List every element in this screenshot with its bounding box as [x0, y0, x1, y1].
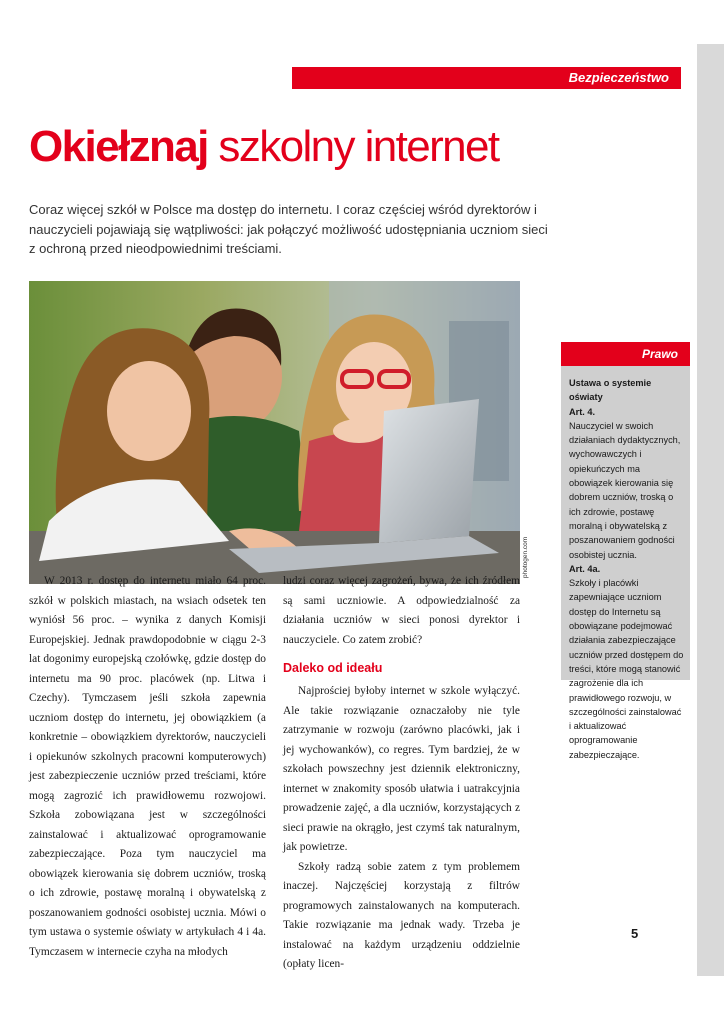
sidebar-heading: Ustawa o systemie oświaty: [569, 378, 652, 403]
section-subheading: Daleko od ideału: [283, 661, 383, 675]
page-number: 5: [631, 926, 639, 941]
sidebar-article-4a-label: Art. 4a.: [569, 563, 601, 574]
sidebar-article-4-text: Nauczyciel w swoich działaniach dydaktycznych, wychowawczych i opiekuńczych ma obowiązek kierowania się dobrem uczniów, troską o ich zdrowie, postawę moralną i obywatelską z poszanowaniem godności osobistej ucznia.: [569, 420, 681, 560]
body-column-1: [29, 572, 266, 962]
children-laptop-photo: [29, 281, 520, 584]
body-paragraph: Najprościej byłoby internet w szkole wyłączyć. Ale takie rozwiązanie oznaczałoby nie tyle zatrzymanie w rozwoju (zarówno placówki, jak i jej wychowanków), co regres. Tym bardziej, że w szkołach powszechny jest dziennik elektroniczny, internet w znakomity sposób ułatwia i uatrakcyjnia prowadzenie zajęć, a dla uczniów, korzystających z sieci prawie na okrągło, jest czymś tak naturalnym, jak powietrze.: [283, 685, 520, 853]
body-paragraph: ludzi coraz więcej zagrożeń, bywa, że ich źródłem są sami uczniowie. A odpowiedzialność za działania uczniów w sieci ponosi dyrektor i nauczyciele. Co zatem zrobić?: [283, 575, 520, 646]
body-paragraph: W 2013 r. dostęp do internetu miało 64 proc. szkół w polskich miastach, na wsiach odsetek ten wyniósł 56 proc. – wynika z danych Komisji Europejskiej. Jednak prawdopodobnie w ciągu 2-3 lat dogonimy europejską czołówkę, gdzie dostęp do internetu ma 90 proc. placówek (np. Litwa i Czechy). Tymczasem jeśli szkoła zapewnia uczniom dostęp do internetu, jej obowiązkiem (a konkretnie – obowiązkiem dyrektorów, nauczycieli i opiekunów szkolnych pracowni komputerowych) jest zabezpieczenie uczniów przed treściami, które mogą zagrozić ich prawidłowemu rozwojowi. Szkoła zobowiązana jest w szczególności zainstalować i aktualizować oprogramowanie zabezpieczające. Poza tym nauczyciel ma obowiązek kierowania się dobrem uczniów, troską o ich zdrowie, postawę moralną i obywatelską z poszanowaniem godności osobistej ucznia. Mówi o tym ustawa o systemie oświaty w artykułach 4 i 4a. Tymczasem w internecie czyha na młodych: [29, 575, 266, 958]
headline-light: szkolny internet: [218, 122, 499, 171]
body-paragraph: Szkoły radzą sobie zatem z tym problemem inaczej. Najczęściej korzystają z filtrów programowych zainstalowanych na komputerach. Takie rozwiązanie ma jednak wady. Trzeba je instalować na każdym urządzeniu oddzielnie (opłaty licen-: [283, 860, 520, 970]
body-column-2: [283, 572, 520, 975]
section-label: Bezpieczeństwo: [292, 67, 681, 89]
photo-credit: photogen.com: [522, 536, 529, 578]
page-edge-strip: [697, 44, 724, 976]
sidebar-tab: Prawo: [561, 342, 690, 366]
law-sidebar: [561, 342, 690, 760]
headline-bold: Okiełznaj: [29, 122, 208, 171]
sidebar-body: [561, 366, 690, 762]
sidebar-article-4a-text: Szkoły i placówki zapewniające uczniom dostęp do Internetu są obowiązane podejmować działania zabezpieczające uczniów przed dostępem do treści, które mogą stanowić zagrożenie dla ich prawidłowego rozwoju, w szczególności zainstalować i aktualizować oprogramowanie zabezpieczające.: [569, 578, 684, 760]
sidebar-article-4-label: Art. 4.: [569, 406, 596, 417]
article-lead: Coraz więcej szkół w Polsce ma dostęp do internetu. I coraz częściej wśród dyrektorów i nauczycieli pojawiają się wątpliwości: jak połączyć możliwość udostępniania uczniom sieci z ochroną przed nieodpowiednimi treściami.: [29, 202, 548, 256]
article-headline: [29, 117, 499, 177]
